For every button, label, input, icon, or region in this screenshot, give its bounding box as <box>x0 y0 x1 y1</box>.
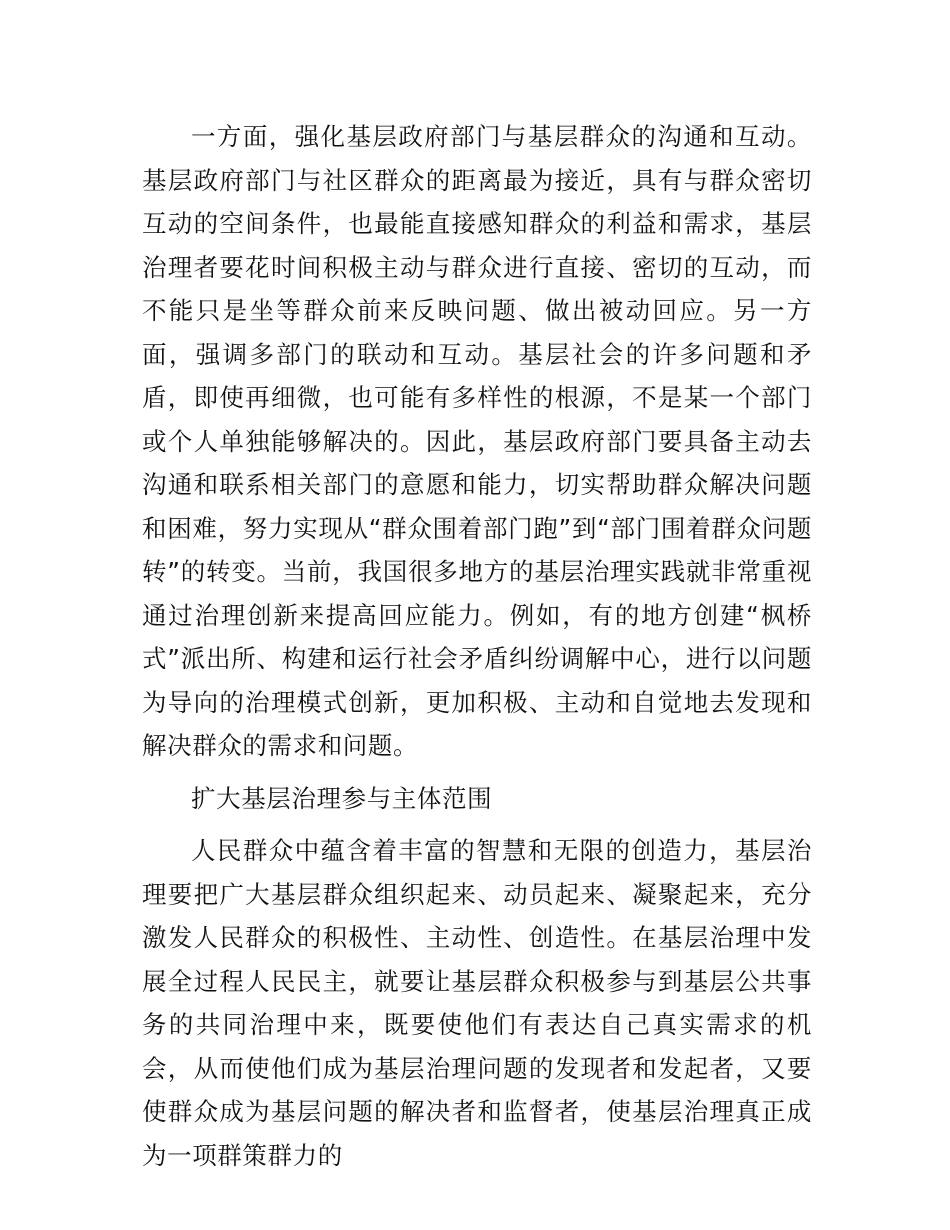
paragraph-participation: 人民群众中蕴含着丰富的智慧和无限的创造力，基层治理要把广大基层群众组织起来、动员起来、凝聚起来，充分激发人民群众的积极性、主动性、创造性。在基层治理中发展全过程人民民主，就要让基层群众积极参与到基层公共事务的共同治理中来，既要使他们有表达自己真实需求的机会，从而使他们成为基层治理问题的发现者和发起者，又要使群众成为基层问题的解决者和监督者，使基层治理真正成为一项群策群力的 <box>142 836 812 1170</box>
section-heading: 扩大基层治理参与主体范围 <box>191 783 493 813</box>
paragraph-interaction: 一方面，强化基层政府部门与基层群众的沟通和互动。基层政府部门与社区群众的距离最为接近，具有与群众密切互动的空间条件，也最能直接感知群众的利益和需求，基层治理者要花时间积极主动与群众进行直接、密切的互动，而不能只是坐等群众前来反映问题、做出被动回应。另一方面，强调多部门的联动和互动。基层社会的许多问题和矛盾，即使再细微，也可能有多样性的根源，不是某一个部门或个人单独能够解决的。因此，基层政府部门要具备主动去沟通和联系相关部门的意愿和能力，切实帮助群众解决问题和困难，努力实现从“群众围着部门跑”到“部门围着群众问题转”的转变。当前，我国很多地方的基层治理实践就非常重视通过治理创新来提高回应能力。例如，有的地方创建“枫桥式”派出所、构建和运行社会矛盾纠纷调解中心，进行以问题为导向的治理模式创新，更加积极、主动和自觉地去发现和解决群众的需求和问题。 <box>142 122 812 760</box>
document-body <box>142 115 812 1177</box>
